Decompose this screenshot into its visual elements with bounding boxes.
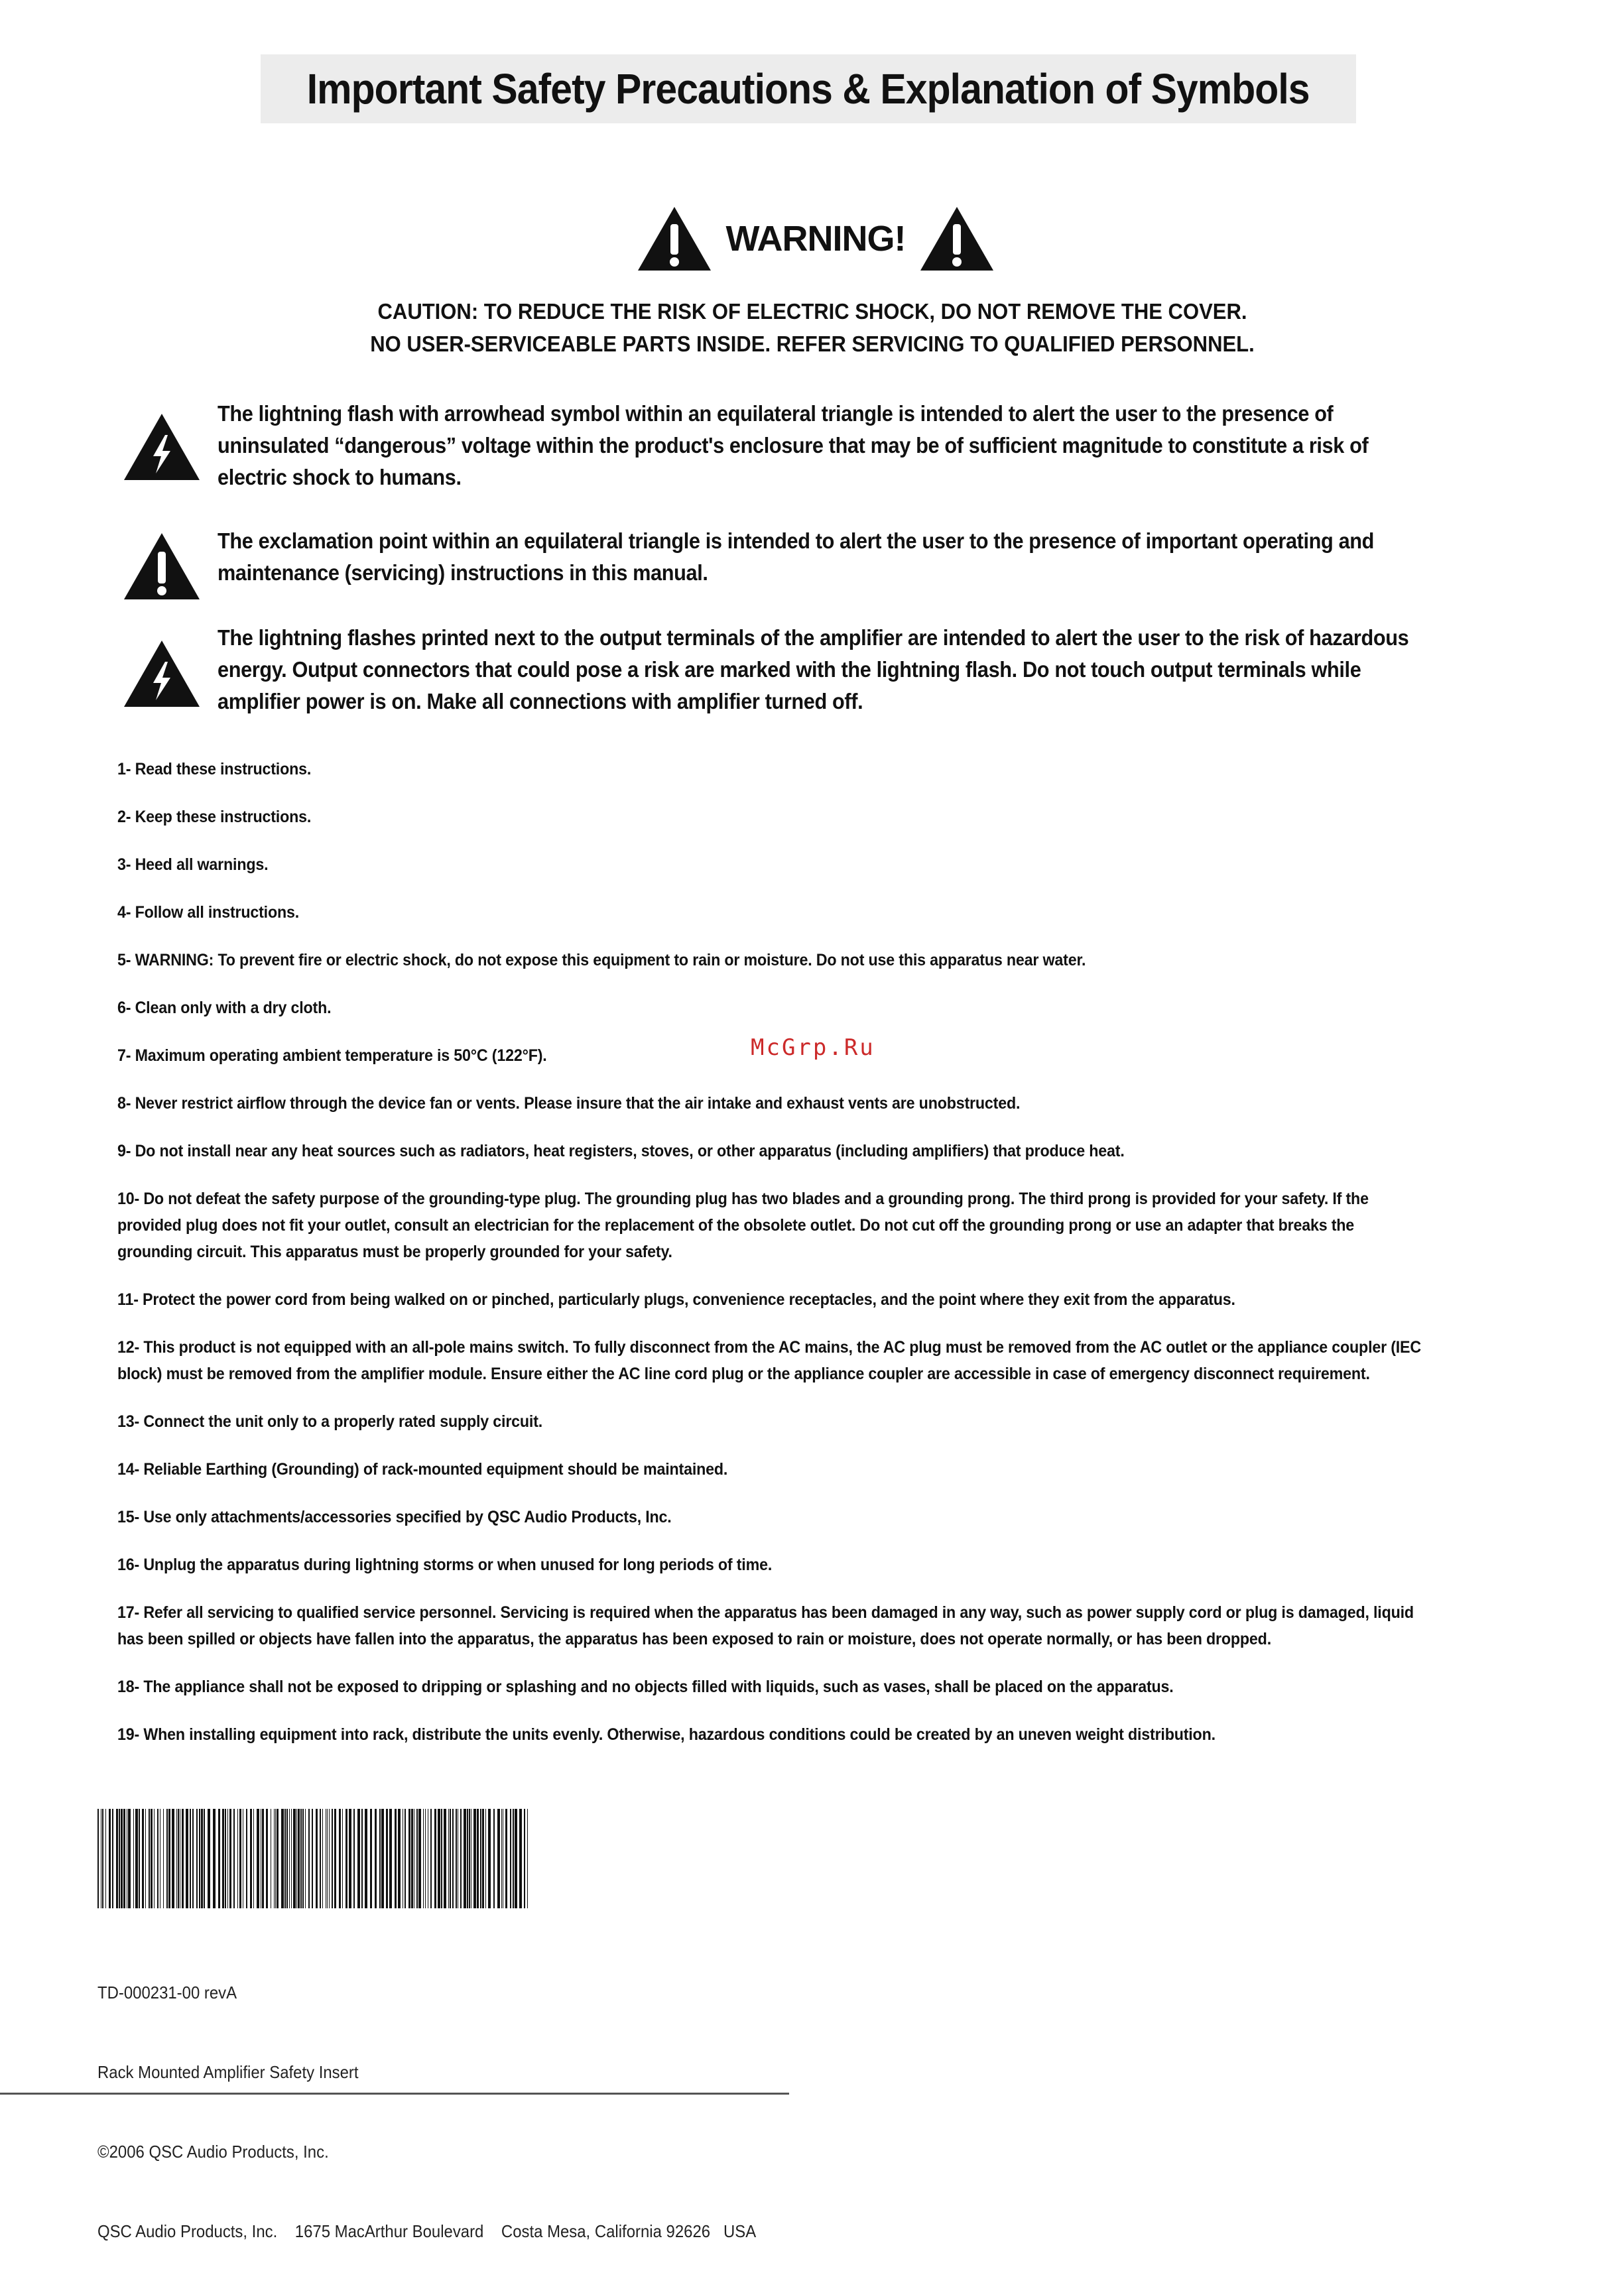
barcode-bar [293,1809,296,1908]
barcode-bar [157,1809,158,1908]
barcode-bar [266,1809,268,1908]
list-item: 2- Keep these instructions. [117,808,312,826]
list-item: 6- Clean only with a dry cloth. [117,999,332,1017]
barcode-bar [329,1809,330,1908]
barcode-bar [262,1809,264,1908]
list-item: 8- Never restrict airflow through the device fan or vents. Please insure that the air intake and exhaust vents are unobstructed. [117,1094,1021,1113]
barcode-bar [112,1809,113,1908]
barcode-bar [524,1809,525,1908]
barcode-bar [109,1809,111,1908]
barcode-bar [277,1809,279,1908]
barcode-bar [300,1809,302,1908]
barcode-bar [151,1809,153,1908]
barcode-bar [190,1809,191,1908]
barcode-bar [176,1809,177,1908]
barcode-bar [411,1809,413,1908]
barcode-bar [119,1809,120,1908]
exclamation-triangle-icon [123,532,201,601]
barcode-bar [370,1809,372,1908]
barcode-bar [430,1809,432,1908]
barcode-bar [135,1809,138,1908]
barcode-bar [296,1809,297,1908]
doc-number: TD-000231-00 revA [97,1983,237,2002]
barcode-bar [208,1809,210,1908]
caution-notice [236,295,1389,360]
barcode-bar [253,1809,254,1908]
barcode-bar [246,1809,247,1908]
barcode-bar [291,1809,292,1908]
symbol-description: The lightning flashes printed next to the output terminals of the amplifier are intended to alert the user to the risk of hazardous energy. Output connectors that could pose a risk are marked with the lightning flash. Do not touch output terminals while amplifier power is on. Make all connections with amplifier turned off. [218,625,1409,713]
barcode-bar [460,1809,462,1908]
barcode-bar [339,1809,341,1908]
barcode-bar [450,1809,451,1908]
barcode-bar [225,1809,226,1908]
barcode [97,1809,530,1908]
barcode-bar [196,1809,198,1908]
barcode-bar [305,1809,306,1908]
barcode-bar [281,1809,284,1908]
barcode-bar [302,1809,304,1908]
barcode-bar [172,1809,174,1908]
barcode-bar [154,1809,155,1908]
barcode-bar [379,1809,381,1908]
barcode-bar [452,1809,454,1908]
barcode-bar [515,1809,517,1908]
barcode-bar [186,1809,188,1908]
barcode-bar [142,1809,144,1908]
list-item: 1- Read these instructions. [117,760,312,778]
barcode-bar [312,1809,313,1908]
barcode-bar [438,1809,440,1908]
barcode-bar [116,1809,118,1908]
barcode-bar [275,1809,276,1908]
page-title: Important Safety Precautions & Explanation of Symbols [307,65,1310,113]
list-item: 11- Protect the power cord from being walked on or pinched, particularly plugs, convenience receptacles, and the point where they exit from the apparatus. [117,1290,1235,1309]
barcode-bar [320,1809,321,1908]
barcode-bar [308,1809,310,1908]
barcode-bar [513,1809,514,1908]
barcode-bar [250,1809,252,1908]
barcode-bar [381,1809,384,1908]
warning-heading [637,202,995,275]
barcode-bar [441,1809,442,1908]
barcode-bar [334,1809,336,1908]
barcode-bar [416,1809,418,1908]
list-item: 16- Unplug the apparatus during lightning storms or when unused for long periods of time. [117,1556,773,1574]
doc-title: Rack Mounted Amplifier Safety Insert [97,2062,359,2082]
barcode-bar [386,1809,388,1908]
barcode-bar [128,1809,131,1908]
barcode-bar [327,1809,328,1908]
barcode-bar [405,1809,406,1908]
barcode-bar [418,1809,421,1908]
barcode-bar [477,1809,479,1908]
barcode-bar [485,1809,486,1908]
watermark: McGrp.Ru [751,1034,875,1061]
barcode-bar [361,1809,363,1908]
barcode-bar [139,1809,140,1908]
barcode-bar [365,1809,367,1908]
barcode-bar [493,1809,495,1908]
barcode-bar [434,1809,436,1908]
barcode-bar [322,1809,323,1908]
barcode-bar [408,1809,410,1908]
lightning-triangle-icon [123,412,201,481]
barcode-bar [357,1809,360,1908]
barcode-bar [488,1809,491,1908]
barcode-bar [204,1809,205,1908]
barcode-bar [105,1809,106,1908]
list-item: 4- Follow all instructions. [117,903,300,922]
barcode-bar [464,1809,466,1908]
list-item: 17- Refer all servicing to qualified service personnel. Servicing is required when the apparatus has been damaged in any way, such as power supply cord or plug is damaged, liquid has been spilled or objects have fallen into the apparatus, the apparatus has been exposed to rain or moisture, does not operate normally, or has been dropped. [117,1603,1414,1648]
barcode-bar [168,1809,170,1908]
warning-label: WARNING! [725,219,906,259]
barcode-bar [145,1809,146,1908]
barcode-bar [239,1809,241,1908]
barcode-bar [395,1809,397,1908]
caution-line: NO USER-SERVICEABLE PARTS INSIDE. REFER SERVICING TO QUALIFIED PERSONNEL. [370,332,1255,356]
barcode-bar [467,1809,468,1908]
barcode-bar [166,1809,168,1908]
footer [97,1926,756,2271]
barcode-bar [286,1809,288,1908]
list-item: 12- This product is not equipped with an all-pole mains switch. To fully disconnect from the AC mains, the AC plug must be removed from the AC outlet or the appliance coupler (IEC block) must be removed from the amplifier module. Ensure either the AC line cord plug or the appliance coupler are accessible in case of emergency disconnect requirement. [117,1338,1421,1383]
barcode-bar [456,1809,457,1908]
barcode-bar [163,1809,164,1908]
symbol-description: The exclamation point within an equilateral triangle is intended to alert the user to the presence of important operating and maintenance (servicing) instructions in this manual. [218,528,1375,585]
barcode-bar [213,1809,216,1908]
exclamation-triangle-icon [919,206,995,272]
list-item: 3- Heed all warnings. [117,855,269,874]
barcode-bar [121,1809,123,1908]
barcode-bar [102,1809,103,1908]
barcode-bar [97,1809,99,1908]
barcode-bar [423,1809,424,1908]
barcode-bar [527,1809,528,1908]
barcode-bar [349,1809,351,1908]
barcode-bar [345,1809,347,1908]
barcode-bar [316,1809,318,1908]
barcode-bar [342,1809,343,1908]
barcode-bar [201,1809,203,1908]
barcode-bar [123,1809,125,1908]
list-item: 13- Connect the unit only to a properly rated supply circuit. [117,1412,543,1431]
barcode-bar [284,1809,286,1908]
barcode-bar [398,1809,401,1908]
barcode-bar [501,1809,502,1908]
barcode-bar [227,1809,228,1908]
barcode-bar [480,1809,481,1908]
barcode-bar [237,1809,238,1908]
exclamation-triangle-icon [637,206,712,272]
barcode-bar [218,1809,220,1908]
barcode-bar [482,1809,484,1908]
title-banner [261,54,1356,123]
instruction-list [117,756,1523,1748]
barcode-bar [469,1809,470,1908]
barcode-bar [192,1809,194,1908]
lightning-triangle-icon [123,639,201,708]
barcode-bar [375,1809,377,1908]
barcode-bar [257,1809,259,1908]
barcode-bar [233,1809,235,1908]
list-item: 19- When installing equipment into rack, distribute the units evenly. Otherwise, hazardous conditions could be created by an uneven weight distribution. [117,1725,1216,1744]
list-item: 14- Reliable Earthing (Grounding) of rack-mounted equipment should be maintained. [117,1460,728,1479]
barcode-bar [497,1809,500,1908]
barcode-bar [505,1809,507,1908]
barcode-bar [274,1809,275,1908]
copyright: ©2006 QSC Audio Products, Inc. [97,2142,329,2162]
barcode-bar [519,1809,522,1908]
barcode-bar [229,1809,231,1908]
list-item: 15- Use only attachments/accessories specified by QSC Audio Products, Inc. [117,1508,672,1526]
list-item: 5- WARNING: To prevent fire or electric shock, do not expose this equipment to rain or moisture. Do not use this apparatus near water. [117,951,1086,969]
barcode-bar [182,1809,184,1908]
barcode-bar [425,1809,426,1908]
barcode-bar [332,1809,333,1908]
list-item: 10- Do not defeat the safety purpose of the grounding-type plug. The grounding plug has two blades and a grounding prong. The third prong is provided for your safety. If the provided plug does not fit your outlet, consult an electrician for the replacement of the obsolete outlet. Do not cut off the grounding prong or use an adapter that breaks the grounding circuit. This apparatus must be properly grounded for your safety. [117,1190,1369,1261]
company-address: QSC Audio Products, Inc. 1675 MacArthur Boulevard Costa Mesa, California 92626 USA [97,2221,757,2241]
symbol-description: The lightning flash with arrowhead symbol within an equilateral triangle is intended to alert the user to the presence of uninsulated “dangerous” voltage within the product's enclosure that may be of sufficient magnitude to constitute a risk of electric shock to humans. [218,401,1369,489]
page-edge-rule [0,2093,789,2095]
barcode-bar [353,1809,355,1908]
barcode-bar [133,1809,134,1908]
barcode-bar [199,1809,200,1908]
barcode-bar [222,1809,224,1908]
barcode-bar [448,1809,449,1908]
barcode-bar [298,1809,300,1908]
barcode-bar [289,1809,290,1908]
barcode-bar [178,1809,179,1908]
list-item: 7- Maximum operating ambient temperature is 50°C (122°F). [117,1046,547,1065]
list-item: 9- Do not install near any heat sources such as radiators, heat registers, stoves, or other apparatus (including amplifiers) that produce heat. [117,1142,1125,1160]
barcode-bar [389,1809,392,1908]
barcode-bar [510,1809,511,1908]
caution-line: CAUTION: TO REDUCE THE RISK OF ELECTRIC SHOCK, DO NOT REMOVE THE COVER. [377,299,1247,324]
barcode-bar [149,1809,150,1908]
barcode-bar [473,1809,476,1908]
barcode-bar [444,1809,446,1908]
list-item: 18- The appliance shall not be exposed to dripping or splashing and no objects filled with liquids, such as vases, shall be placed on the apparatus. [117,1678,1174,1696]
